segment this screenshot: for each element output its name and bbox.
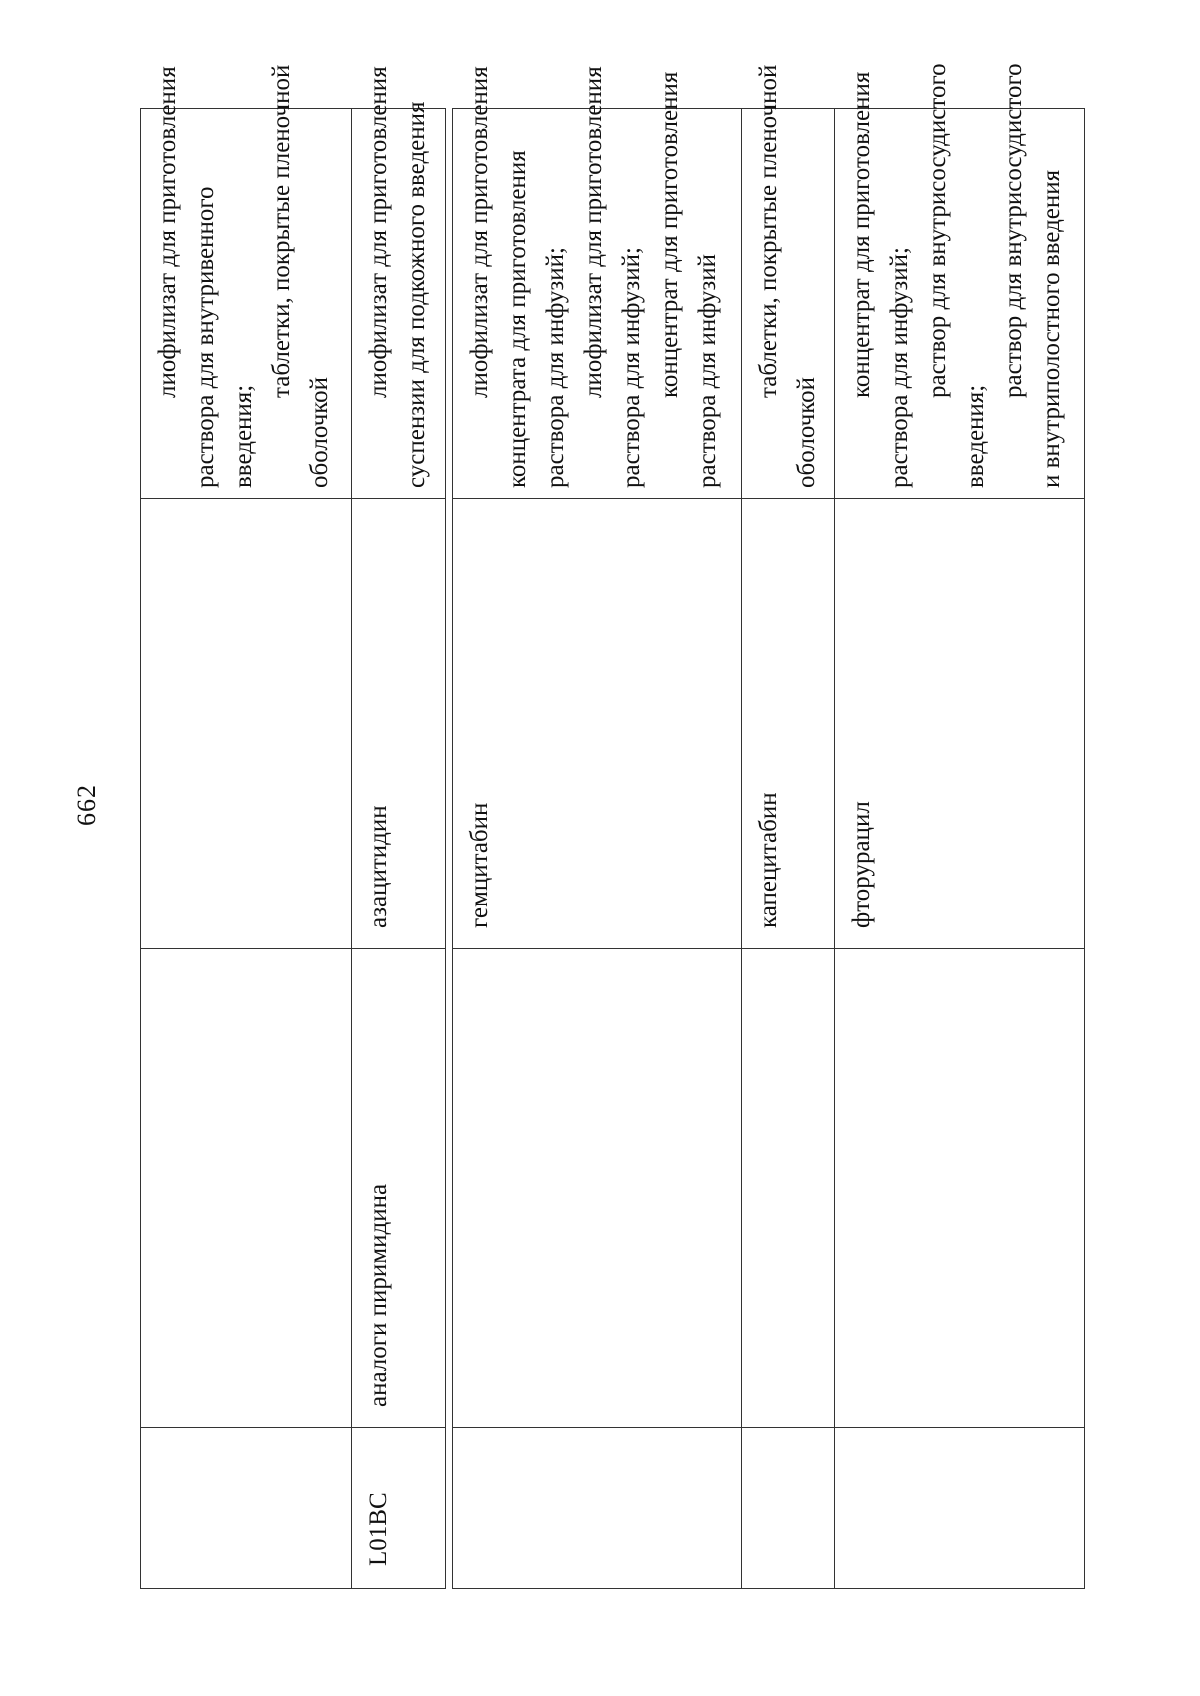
dosage-forms-cell (141, 64, 352, 499)
table-body (141, 63, 1085, 1589)
table-row (741, 109, 834, 1589)
dosage-forms-cell (835, 63, 1085, 499)
drug-name-cell: капецитабин (741, 499, 834, 949)
drug-name-cell: фторурацил (835, 499, 1085, 949)
group-name-cell (453, 949, 742, 1428)
dosage-form-line: концентрат для приготовления (848, 71, 876, 398)
group-name-cell (741, 949, 834, 1428)
dosage-form-line: раствора для инфузий; (542, 247, 570, 488)
atc-code-cell (741, 1428, 834, 1589)
dosage-form-line: таблетки, покрытые пленочной (268, 64, 295, 398)
dosage-form-line: раствора для инфузий; (886, 247, 914, 488)
dosage-forms-cell (741, 64, 834, 499)
dosage-form-line: концентрата для приготовления (504, 150, 532, 488)
dosage-form-line: раствора для инфузий (694, 253, 722, 488)
table-row (351, 109, 446, 1589)
group-name-cell: аналоги пиримидина (351, 949, 446, 1428)
dosage-form-line: раствора для внутривенного (192, 186, 219, 488)
dosage-form-line: лиофилизат для приготовления (364, 66, 392, 398)
dosage-forms-cell (351, 66, 446, 499)
dosage-form-line: введения; (962, 384, 990, 488)
dosage-form-line: лиофилизат для приготовления (154, 66, 181, 398)
dosage-form-line: оболочкой (306, 376, 333, 488)
table-row (141, 109, 352, 1589)
dosage-form-line: суспензии для подкожного введения (402, 101, 430, 488)
dosage-form-line: лиофилизат для приготовления (580, 66, 608, 398)
dosage-form-line: раствора для инфузий; (618, 247, 646, 488)
drug-name-cell: азацитидин (351, 499, 446, 949)
dosage-form-line: таблетки, покрытые пленочной (754, 64, 782, 398)
atc-code-cell (453, 1428, 742, 1589)
group-name-cell (835, 949, 1085, 1428)
table-row (835, 109, 1085, 1589)
dosage-forms-cell (453, 66, 742, 499)
atc-code-cell: L01BC (351, 1428, 446, 1589)
dosage-form-line: концентрат для приготовления (656, 71, 684, 398)
group-name-cell (141, 949, 352, 1428)
page-number: 662 (72, 784, 101, 826)
drug-table (140, 63, 1085, 1589)
dosage-form-line: раствор для внутрисосудистого (1000, 63, 1028, 398)
drug-name-cell (141, 499, 352, 949)
atc-code-cell (141, 1428, 352, 1589)
row-separator (446, 109, 453, 1589)
dosage-form-line: оболочкой (792, 376, 820, 488)
dosage-form-line: и внутриполостного введения (1038, 169, 1066, 488)
dosage-form-line: раствор для внутрисосудистого (924, 63, 952, 398)
table-row (453, 109, 742, 1589)
atc-code-cell (835, 1428, 1085, 1589)
drug-name-cell: гемцитабин (453, 499, 742, 949)
dosage-form-line: введения; (230, 384, 257, 488)
dosage-form-line: лиофилизат для приготовления (466, 66, 494, 398)
